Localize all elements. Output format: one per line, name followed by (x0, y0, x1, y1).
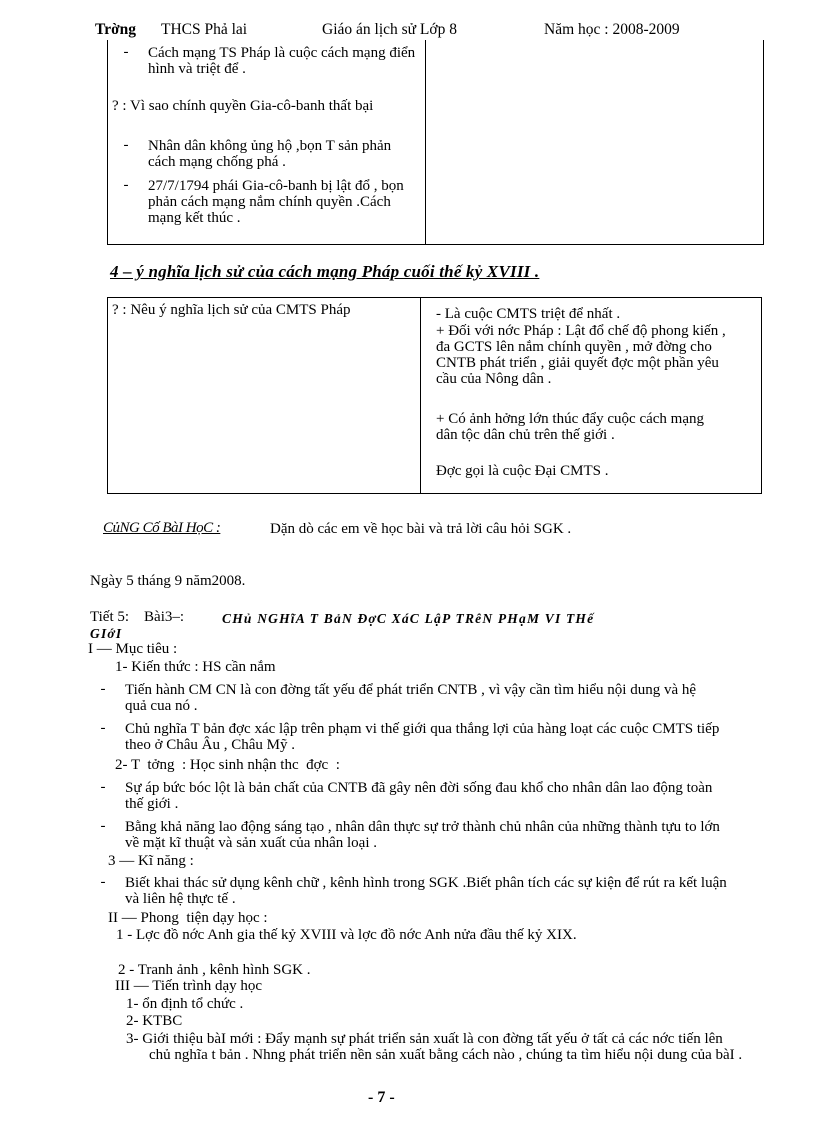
subsection-knowledge: 1- Kiến thức : HS cần nắm (115, 659, 276, 675)
table1-item: Nhân dân không ủng hộ ,bọn T sản phản cách mạng chống phá . (148, 138, 392, 170)
section4-question: ? : Nêu ý nghĩa lịch sử của CMTS Pháp (112, 302, 351, 318)
materials-item: 1 - Lợc đồ nớc Anh gia thế kỷ XVIII và lợc đồ nớc Anh nửa đầu thế kỷ XIX. (116, 927, 577, 943)
list-dash: - (123, 177, 129, 193)
cungco-text: Dặn dò các em về học bài và trả lời câu hỏi SGK . (270, 521, 572, 537)
list-dash: - (100, 681, 106, 697)
list-dash: - (123, 137, 129, 153)
list-dash: - (100, 779, 106, 795)
table-divider (425, 40, 426, 245)
lesson-title: CHủ NGHĩA T BảN ĐợC XáC LậP TRêN PHạM VI THế (222, 611, 595, 626)
section4-answer: - Là cuộc CMTS triệt để nhất . (436, 306, 621, 322)
page-number: - 7 - (368, 1089, 395, 1106)
header-subject: Giáo án lịch sử Lớp 8 (322, 21, 457, 38)
header-year: Năm học : 2008-2009 (544, 21, 680, 38)
table1-item: 27/7/1794 phái Gia-cô-banh bị lật đổ , bọn phản cách mạng nắm chính quyền .Cách mạng kết thúc . (148, 178, 404, 226)
skills-item: Biết khai thác sử dụng kênh chữ , kênh hình trong SGK .Biết phân tích các sự kiện để rút ra kết luận và liên hệ thực tế . (125, 875, 727, 907)
attitude-item: Bằng khả năng lao động sáng tạo , nhân dân thực sự trở thành chủ nhân của những thành tựu to lớn về mặt kĩ thuật và sản xuất của nhân loại . (125, 819, 720, 851)
table-divider (420, 297, 421, 494)
procedure-item: 1- ổn định tổ chức . (126, 996, 244, 1012)
section4-answer: + Đối với nớc Pháp : Lật đổ chế độ phong kiến , đa GCTS lên nắm chính quyền , mở đờng cho CNTB phát triển , giải quyết đợc một phần yêu cầu của Nông dân . (436, 323, 726, 387)
header-school-label: Trờng (95, 21, 137, 38)
attitude-item: Sự áp bức bóc lột là bản chất của CNTB đã gây nên đời sống đau khổ cho nhân dân lao động toàn thế giới . (125, 780, 713, 812)
lesson-date: Ngày 5 tháng 9 năm2008. (90, 573, 246, 589)
section-procedure: III — Tiến trình dạy học (115, 978, 263, 994)
cungco-label: CủNG Cố BàI HọC : (103, 520, 221, 536)
knowledge-item: Chủ nghĩa T bản đợc xác lập trên phạm vi thế giới qua thắng lợi của hàng loạt các cuộc CMTS tiếp theo ở Châu Âu , Châu Mỹ . (125, 721, 720, 753)
lesson-title-cont: GIớI (90, 626, 123, 641)
section-objectives: I — Mục tiêu : (88, 641, 178, 657)
list-dash: - (100, 874, 106, 890)
list-dash: - (123, 44, 129, 60)
list-dash: - (100, 720, 106, 736)
section4-answer: Đợc gọi là cuộc Đại CMTS . (436, 463, 609, 479)
list-dash: - (100, 818, 106, 834)
table1-item: Cách mạng TS Pháp là cuộc cách mạng điển hình và triệt để . (148, 45, 416, 77)
subsection-skills: 3 — Kĩ năng : (108, 853, 194, 869)
materials-item: 2 - Tranh ảnh , kênh hình SGK . (118, 962, 311, 978)
knowledge-item: Tiến hành CM CN là con đờng tất yếu để phát triển CNTB , vì vậy cần tìm hiểu nội dung và hệ quả cua nó . (125, 682, 697, 714)
section-materials: II — Phong tiện dạy học : (108, 910, 268, 926)
subsection-attitude: 2- T tởng : Học sinh nhận thc đợc : (115, 757, 340, 773)
section4-heading: 4 – ý nghĩa lịch sử của cách mạng Pháp cuối thế kỷ XVIII . (110, 262, 540, 281)
procedure-item: 2- KTBC (126, 1013, 183, 1029)
table1-question: ? : Vì sao chính quyền Gia-cô-banh thất bại (112, 98, 374, 114)
lesson-prefix: Tiết 5: Bài3–: (90, 609, 185, 625)
header-school: THCS Phả lai (161, 21, 248, 38)
section4-answer: + Có ảnh hởng lớn thúc đẩy cuộc cách mạng dân tộc dân chủ trên thế giới . (436, 411, 705, 443)
procedure-item: 3- Giới thiệu bàI mới : Đẩy mạnh sự phát triển sản xuất là con đờng tất yếu ở tất cả các nớc tiến lên chủ nghĩa t bản . Nhng phát triển nền sản xuất bằng cách nào , chúng ta tìm hiểu nội dung của bàI . (126, 1031, 743, 1063)
